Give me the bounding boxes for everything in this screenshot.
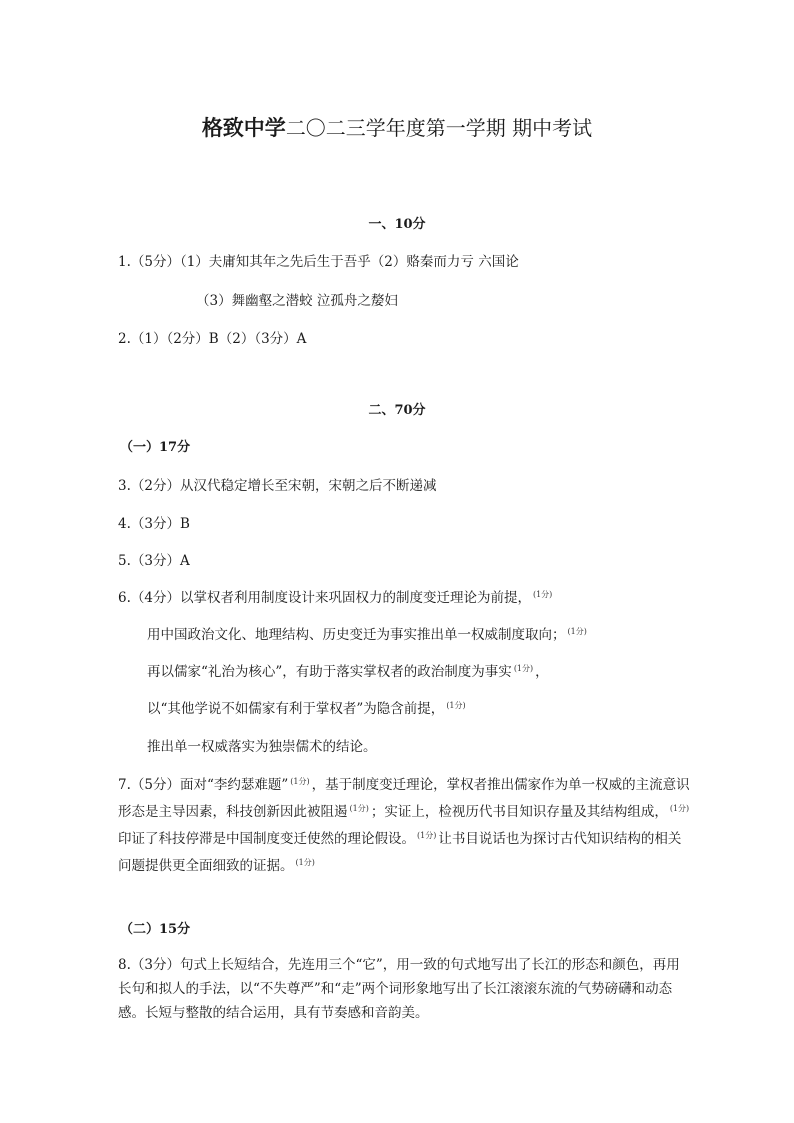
answer-q1-line2: （3）舞幽壑之潜蛟 泣孤舟之嫠妇 xyxy=(196,293,398,309)
score-mark: (1分) xyxy=(446,701,466,710)
answer-q4: 4.（3分）B xyxy=(118,516,190,532)
q7-text-3: ；实证上，检视历代书目知识存量及其结构组成， xyxy=(370,804,668,820)
page-title xyxy=(0,112,794,142)
section-heading-1: 一、10分 xyxy=(368,217,426,232)
answer-q7 xyxy=(118,770,693,878)
q6-text-3: 再以儒家“礼治为核心”，有助于落实掌权者的政治制度为事实 xyxy=(147,664,512,680)
score-mark: (1分) xyxy=(295,858,315,867)
q7-text-1: 7.（5分）面对“李约瑟难题” xyxy=(118,777,289,793)
q7-text-4: 印证了科技停滞是中国制度变迁使然的理论假设。 xyxy=(118,831,415,847)
score-mark: (1分) xyxy=(567,627,587,636)
exam-title: 二〇二三学年度第一学期 期中考试 xyxy=(285,116,593,140)
q6-text-4: 以“其他学说不如儒家有利于掌权者”为隐含前提， xyxy=(147,701,445,717)
q6-text-1: 6.（4分）以掌权者利用制度设计来巩固权力的制度变迁理论为前提， xyxy=(118,590,531,606)
answer-q8: 8.（3分）句式上长短结合，先连用三个“它”，用一致的句式地写出了长江的形态和颜色，再用长句和拟人的手法，以“不失尊严”和“走”两个词形象地写出了长江滚滚东流的气势磅礴和动态感。长短与整散的结合运用，具有节奏感和音韵美。 xyxy=(118,957,680,1021)
school-name: 格致中学 xyxy=(201,115,286,140)
score-mark: (1分) xyxy=(532,590,553,599)
answer-q6-line5: 推出单一权威落实为独崇儒术的结论。 xyxy=(147,739,377,755)
answer-q3: 3.（2分）从汉代稳定增长至宋朝，宋朝之后不断递减 xyxy=(118,478,437,494)
score-mark: (1分) xyxy=(417,831,437,840)
answer-q1-line1: 1.（5分）（1）夫庸知其年之先后生于吾乎（2）赂秦而力亏 六国论 xyxy=(118,254,519,270)
part-heading-1: （一）17分 xyxy=(120,440,191,455)
score-mark: (1分) xyxy=(290,777,310,786)
q7-text-5: 让书目说话也为探讨古代知识结构的相关问题提供更全面细致的证据。 xyxy=(118,831,682,874)
answer-q5: 5.（3分）A xyxy=(118,553,190,569)
part-heading-2: （二）15分 xyxy=(120,922,191,937)
section-heading-2: 二、70分 xyxy=(368,403,426,418)
answer-q6-line3: 再以儒家“礼治为核心”，有助于落实掌权者的政治制度为事实 $^{(1分)}$ ， xyxy=(147,664,549,680)
score-mark: (1分) xyxy=(669,804,690,813)
score-mark: (1分) xyxy=(513,664,534,673)
q6-text-2: 用中国政治文化、地理结构、历史变迁为事实推出单一权威制度取向； xyxy=(147,627,566,643)
answer-q6-line1 xyxy=(118,586,554,606)
score-mark: (1分) xyxy=(349,804,369,813)
q7-text-2: ，基于制度变迁理论，掌权者推出儒家作为单一权威的主流意识形态是主导因素，科技创新因此被阻遏 xyxy=(118,777,690,820)
answer-q6-line4 xyxy=(147,697,468,717)
answer-q6-line2 xyxy=(147,623,589,643)
answer-q2: 2.（1）（2分）B（2）（3分）A xyxy=(118,331,307,347)
